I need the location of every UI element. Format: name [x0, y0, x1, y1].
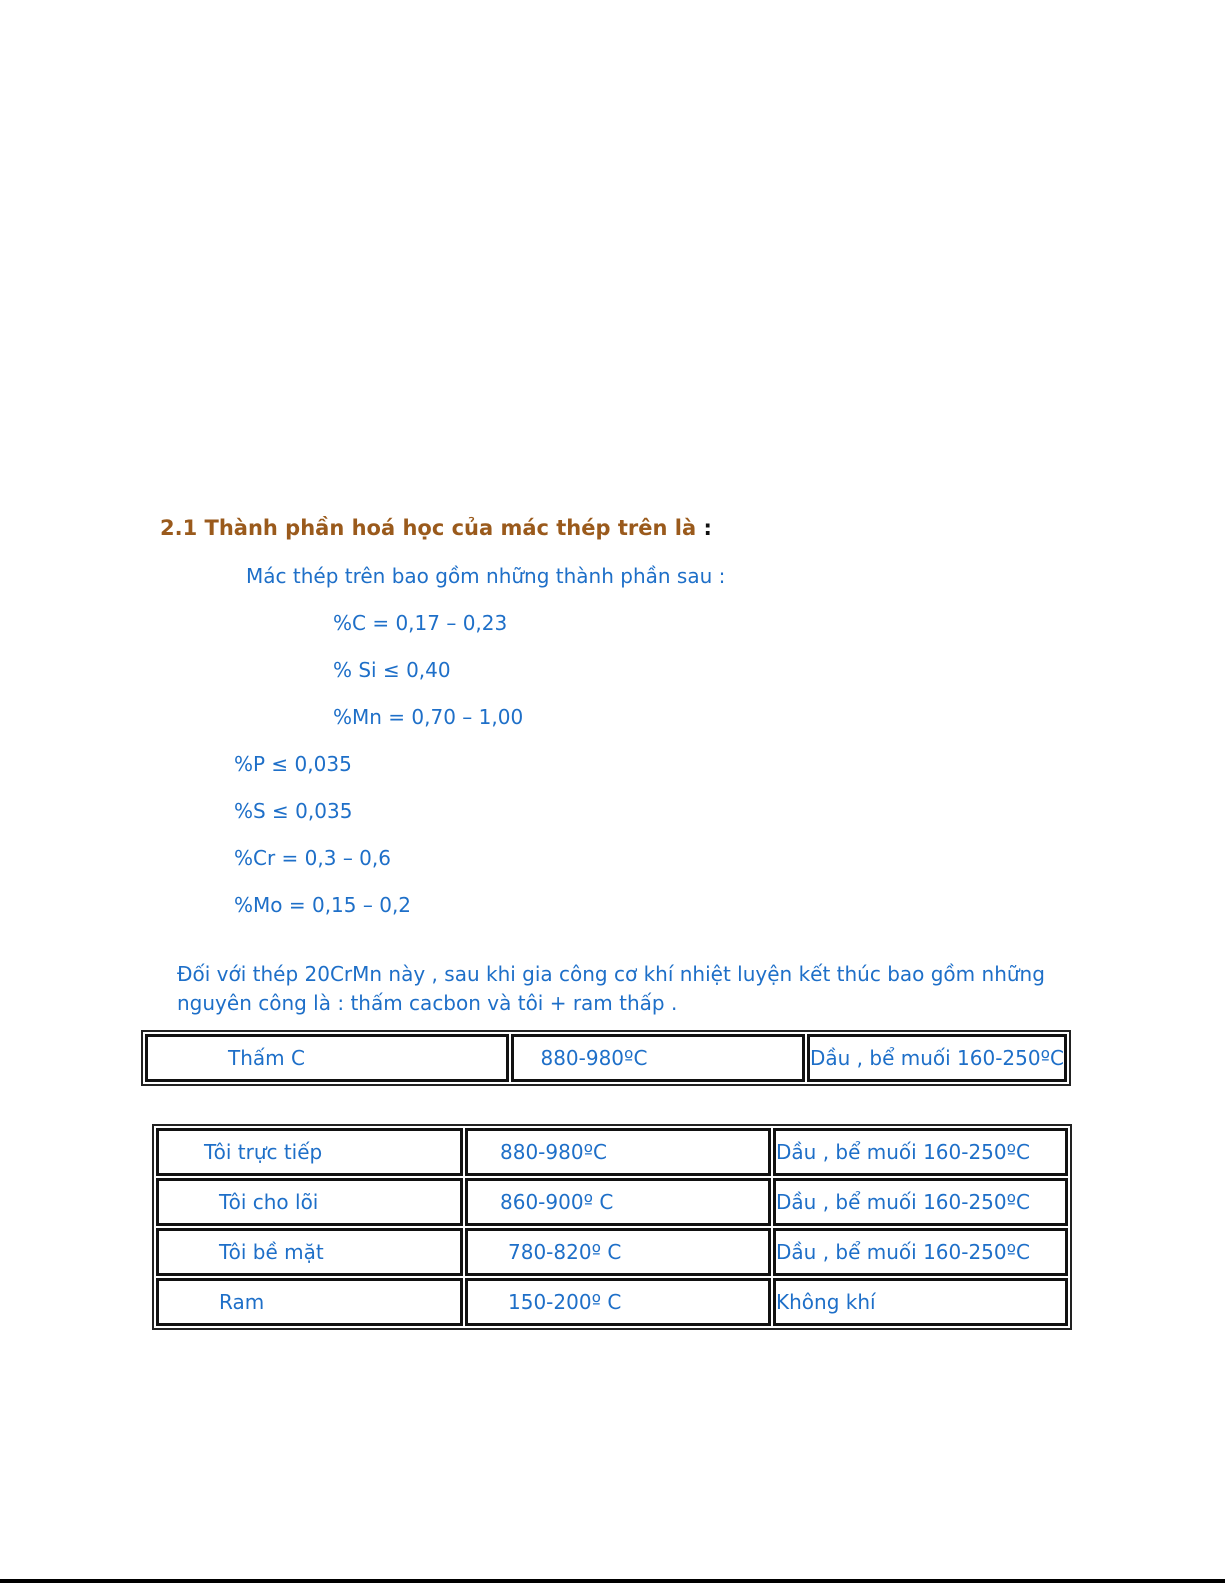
table-cell-temperature: 780-820º C	[465, 1228, 771, 1276]
paragraph-line-1: Đối với thép 20CrMn này , sau khi gia công cơ khí nhiệt luyện kết thúc bao gồm những	[177, 962, 1045, 986]
table-cell-process: Thấm C	[145, 1034, 509, 1082]
table-cell-medium: Dầu , bể muối 160-250ºC	[773, 1128, 1068, 1176]
hardening-table	[152, 1124, 1072, 1330]
composition-intro: Mác thép trên bao gồm những thành phần sau :	[246, 564, 726, 588]
table-cell-medium: Không khí	[773, 1278, 1068, 1326]
table-cell-process: Tôi trực tiếp	[156, 1128, 463, 1176]
table-cell-medium: Dầu , bể muối 160-250ºC	[807, 1034, 1067, 1082]
composition-chromium: %Cr = 0,3 – 0,6	[234, 846, 391, 870]
table-cell-process: Tôi cho lõi	[156, 1178, 463, 1226]
composition-molybdenum: %Mo = 0,15 – 0,2	[234, 893, 412, 917]
table-row	[156, 1178, 1068, 1226]
page-bottom-border	[0, 1579, 1225, 1583]
paragraph-line-2: nguyên công là : thấm cacbon và tôi + ram thấp .	[177, 991, 678, 1015]
table-cell-process: Tôi bề mặt	[156, 1228, 463, 1276]
table-cell-temperature: 880-980ºC	[511, 1034, 805, 1082]
table-row	[156, 1128, 1068, 1176]
composition-manganese: %Mn = 0,70 – 1,00	[333, 705, 524, 729]
composition-silicon: % Si ≤ 0,40	[333, 658, 451, 682]
section-heading	[160, 516, 712, 540]
composition-phosphorus: %P ≤ 0,035	[234, 752, 352, 776]
table-row	[156, 1278, 1068, 1326]
table-cell-temperature: 880-980ºC	[465, 1128, 771, 1176]
section-heading-colon: :	[703, 516, 712, 540]
table-row	[145, 1034, 1067, 1082]
table-cell-temperature: 860-900º C	[465, 1178, 771, 1226]
composition-sulfur: %S ≤ 0,035	[234, 799, 353, 823]
carburizing-table	[141, 1030, 1071, 1086]
section-heading-text: 2.1 Thành phần hoá học của mác thép trên là	[160, 516, 697, 540]
table-cell-temperature: 150-200º C	[465, 1278, 771, 1326]
table-cell-process: Ram	[156, 1278, 463, 1326]
table-cell-medium: Dầu , bể muối 160-250ºC	[773, 1228, 1068, 1276]
composition-carbon: %C = 0,17 – 0,23	[333, 611, 508, 635]
table-row	[156, 1228, 1068, 1276]
table-cell-medium: Dầu , bể muối 160-250ºC	[773, 1178, 1068, 1226]
